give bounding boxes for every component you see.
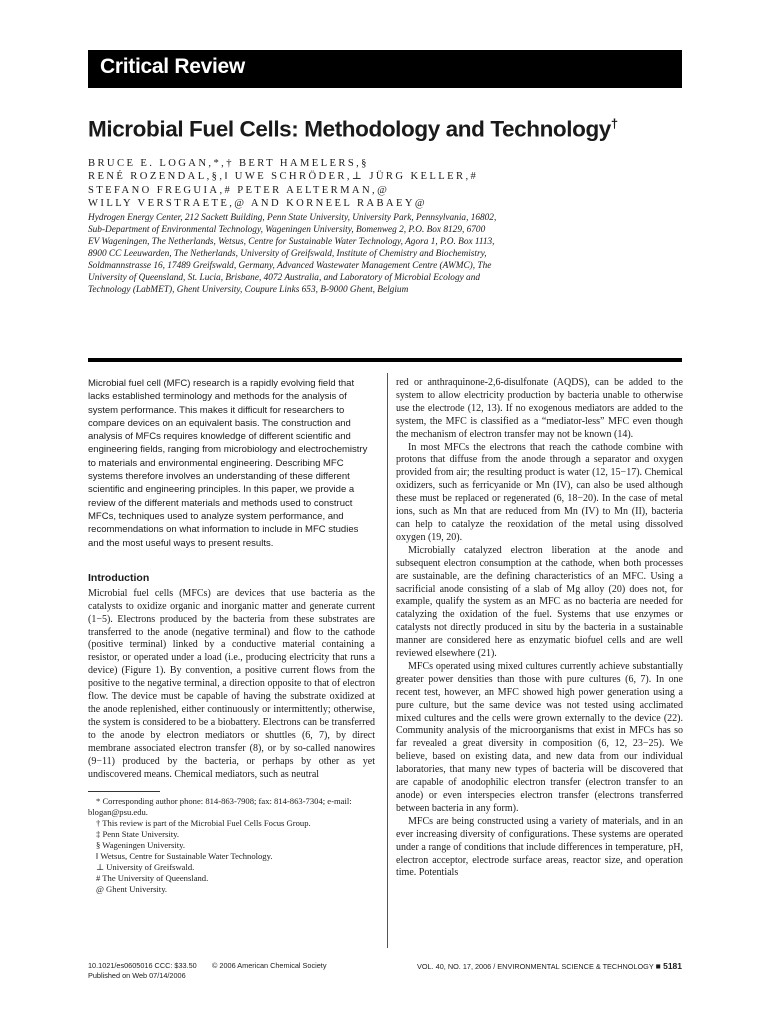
author-line: RENÉ ROZENDAL,§,‖ UWE SCHRÖDER,⊥ JÜRG KELLER,# bbox=[88, 171, 479, 183]
footnote: @ Ghent University. bbox=[96, 883, 168, 894]
body-paragraph: MFCs operated using mixed cultures currently achieve substantially greater power densities than those with pure cultures (6, 7). In one recent test, however, an MFC showed high power generation using a pure culture, but the same device was not tested using acclimated mixed cultures and the cells were grown externally to the device (22). Community analysis of the microorganisms that exist in MFCs has so far revealed a great diversity in composition (6, 12, 23−25). We believe, based on existing data, and new data from our individual laboratories, that many new types of bacteria will be discovered that are capable of anodophilic electron transfer (electron transfer to an anode) or even interspecies electron transfer (electrons transferred between bacteria in any form). bbox=[396, 660, 683, 814]
title-footnote-mark: † bbox=[610, 116, 618, 131]
author-line: BRUCE E. LOGAN,*,† BERT HAMELERS,§ bbox=[88, 158, 369, 169]
body-paragraph: MFCs are being constructed using a variety of materials, and in an ever increasing diversity of configurations. These systems are operated under a range of conditions that include differences in temperature, pH, electron acceptor, electrode surface areas, reactor size, and operation time. Potentials bbox=[396, 815, 683, 879]
body-paragraph: Microbially catalyzed electron liberation at the anode and subsequent electron consumption at the cathode, when both processes are sustainable, are the defining characteristics of an MFC. Using a sacrificial anode consisting of a slab of Mg alloy (20) does not, for example, qualify the system as an MFC as no bacteria are needed for catalyzing the oxidation of the fuel. Systems that use enzymes or catalysts not directly produced in situ by the bacteria in a sustainable manner are considered here as enzymatic biofuel cells and are well reviewed elsewhere (21). bbox=[396, 544, 683, 660]
footnote-rule bbox=[88, 791, 160, 792]
footnote: ‖ Wetsus, Centre for Sustainable Water Technology. bbox=[96, 850, 273, 861]
title-text: Microbial Fuel Cells: Methodology and Technology bbox=[88, 116, 611, 142]
footnote: † This review is part of the Microbial Fuel Cells Focus Group. bbox=[96, 818, 311, 829]
footnote: # The University of Queensland. bbox=[96, 872, 209, 883]
footer-right bbox=[396, 961, 682, 971]
footnote: § Wageningen University. bbox=[96, 840, 186, 851]
copyright-text: © 2006 American Chemical Society bbox=[212, 961, 327, 970]
page-number: ■ 5181 bbox=[655, 961, 682, 971]
author-line: WILLY VERSTRAETE,@ AND KORNEEL RABAEY@ bbox=[88, 198, 428, 210]
footnote: ‡ Penn State University. bbox=[96, 829, 179, 840]
journal-info: VOL. 40, NO. 17, 2006 / ENVIRONMENTAL SCIENCE & TECHNOLOGY bbox=[417, 962, 654, 971]
footnotes bbox=[88, 796, 375, 894]
footer-left bbox=[88, 961, 388, 980]
left-column bbox=[88, 377, 375, 895]
header-rule bbox=[88, 358, 682, 362]
author-list bbox=[88, 157, 648, 211]
footnote: * Corresponding author phone: 814-863-7908; fax: 814-863-7304; e-mail: blogan@psu.edu. bbox=[88, 796, 352, 818]
banner-label: Critical Review bbox=[100, 55, 245, 78]
intro-paragraph: Microbial fuel cells (MFCs) are devices that use bacteria as the catalysts to oxidize organic and inorganic matter and generate current (1−5). Electrons produced by the bacteria from these substrates are transferred to the anode (negative terminal) and flow to the cathode (positive terminal) linked by a conductive material containing a resistor, or operated under a load (i.e., producing electricity that runs a device) (Figure 1). By convention, a positive current flows from the positive to the negative terminal, a direction opposite to that of electron flow. The device must be capable of having the substrate oxidized at the anode replenished, either continuously or intermittently; otherwise, the system is considered to be a biobattery. Electrons can be transferred to the anode by electron mediators or shuttles (6, 7), by direct membrane associated electron transfer (8), or by so-called nanowires (9−11) produced by the bacteria, or perhaps by other as yet undiscovered means. Chemical mediators, such as neutral bbox=[88, 587, 375, 780]
section-banner bbox=[88, 50, 682, 88]
article-title bbox=[88, 116, 682, 143]
body-paragraph: In most MFCs the electrons that reach the cathode combine with protons that diffuse from the anode through a separator and oxygen provided from air; the resulting product is water (12, 15−17). Chemical oxidizers, such as ferricyanide or Mn (IV), can also be used although these must be replaced or regenerated (6, 18−20). In the case of metal ions, such as Mn that are reduced from Mn (IV) to Mn (II), bacteria can help to catalyze the reoxidation of the metal using dissolved oxygen (19, 20). bbox=[396, 441, 683, 543]
section-heading: Introduction bbox=[88, 571, 150, 584]
right-column bbox=[396, 377, 683, 880]
doi-text: 10.1021/es0605016 CCC: $33.50 bbox=[88, 961, 197, 970]
abstract: Microbial fuel cell (MFC) research is a rapidly evolving field that lacks established terminology and methods for the analysis of system performance. This makes it difficult for researchers to compare devices on an equivalent basis. The construction and analysis of MFCs requires knowledge of different scientific and engineering fields, ranging from microbiology and electrochemistry to materials and environmental engineering. Describing MFC systems therefore involves an understanding of these different scientific and engineering principles. In this paper, we provide a review of the different materials and methods used to construct MFCs, techniques used to analyze system performance, and recommendations on what information to include in MFC studies and the most useful ways to present results. bbox=[88, 378, 368, 549]
author-line: STEFANO FREGUIA,# PETER AELTERMAN,@ bbox=[88, 184, 390, 196]
body-paragraph: red or anthraquinone-2,6-disulfonate (AQDS), can be added to the system to allow electricity production by bacteria unable to otherwise use the electrode (12, 13). If no exogenous mediators are added to the system, the MFC is classified as a “mediator-less” MFC even though the mechanism of electron transfer may not be known (14). bbox=[396, 377, 683, 440]
footnote: ⊥ University of Greifswald. bbox=[96, 861, 195, 872]
column-divider bbox=[387, 373, 388, 948]
published-date: Published on Web 07/14/2006 bbox=[88, 970, 186, 980]
affiliations: Hydrogen Energy Center, 212 Sackett Building, Penn State University, University Park, Pennsylvania, 16802, Sub-Department of Environmental Technology, Wageningen University, Bomenweg 2, P.O. Box 8129, 6700 EV Wageningen, The Netherlands, Wetsus, Centre for Sustainable Water Technology, Agora 1, P.O. Box 1113, 8900 CC Leeuwarden, The Netherlands, University of Greifswald, Institute of Chemistry and Biochemistry, Soldmannstrasse 16, 17489 Greifswald, Germany, Advanced Wastewater Management Centre (AWMC), The University of Queensland, St. Lucia, Brisbane, 4072 Australia, and Laboratory of Microbial Ecology and Technology (LabMET), Ghent University, Coupure Links 653, B-9000 Ghent, Belgium bbox=[88, 213, 497, 295]
